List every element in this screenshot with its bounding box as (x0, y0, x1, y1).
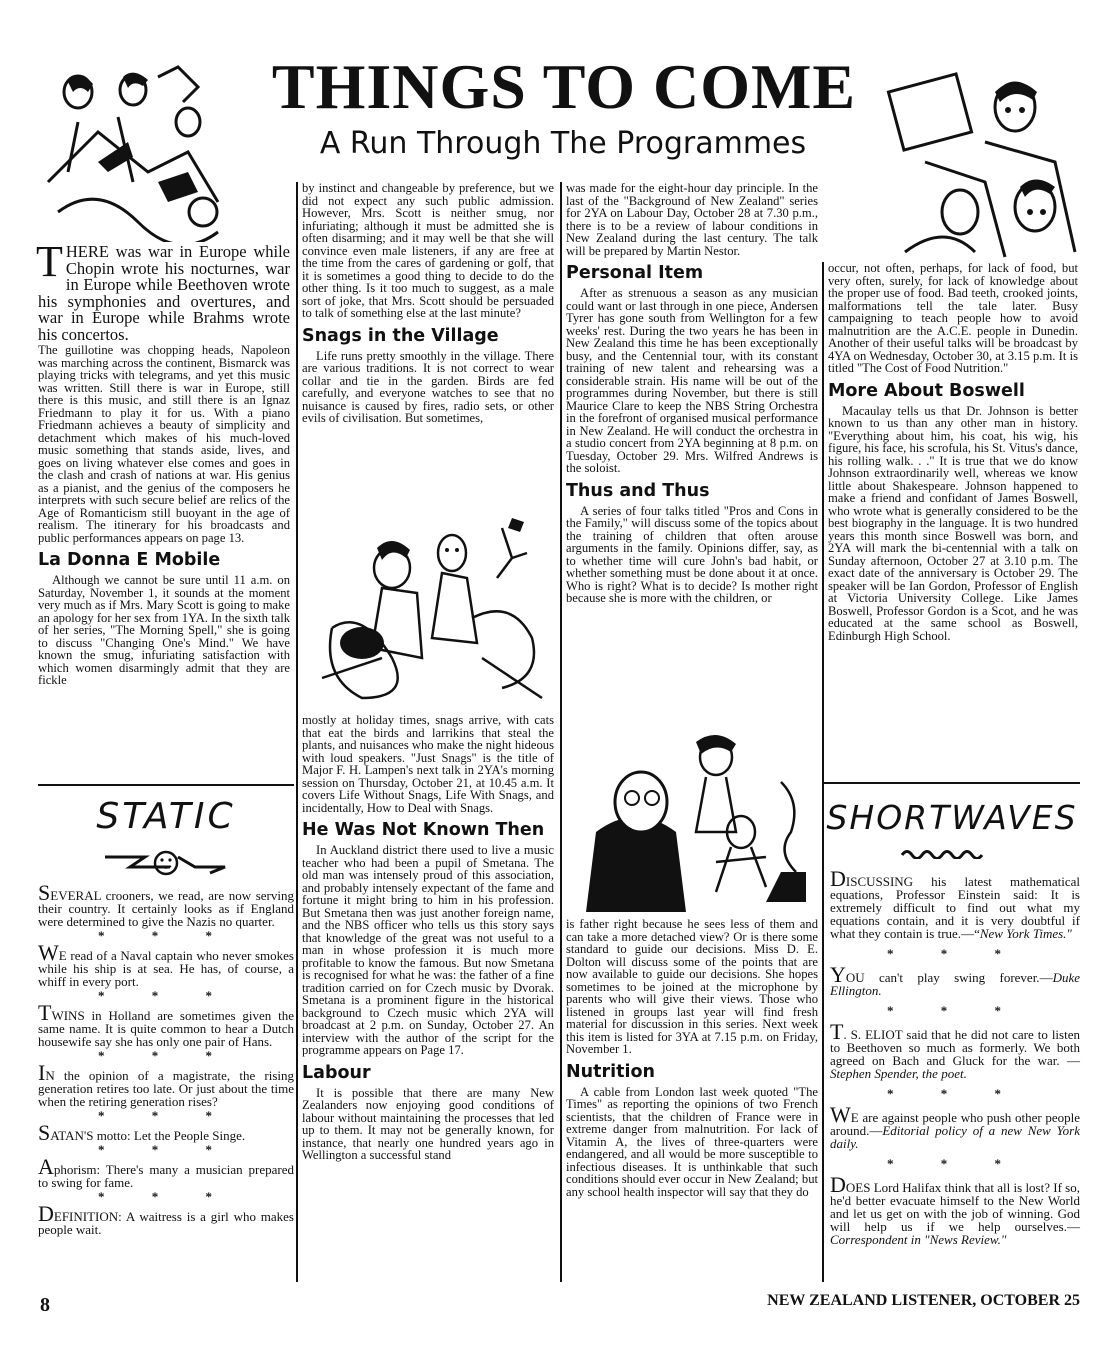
static-item: IN the opinion of a magistrate, the rising generation retires too late. Or just about the time when the retiring generation rises? (38, 1060, 294, 1109)
shortwaves-ornament (900, 846, 990, 858)
heading-more-about-boswell: More About Boswell (828, 380, 1025, 401)
heading-labour: Labour (302, 1062, 371, 1083)
radio-listeners-illustration (885, 62, 1080, 262)
shortwaves-item: DOES Lord Halifax think that all is lost? If so, he'd better evacuate himself to the New World and let us get on with the job of winning. God will help us if we help ourselves.—Correspondent in "News Review." (830, 1172, 1080, 1247)
static-item: SEVERAL crooners, we read, are now serving their country. It certainly looks as if England were determined to give the Nazis no quarter. (38, 880, 294, 929)
lightning-face-icon (100, 843, 230, 879)
separator-stars: * * * (98, 1142, 234, 1157)
page-title: THINGS TO COME (271, 51, 857, 122)
column-4 (828, 262, 1078, 642)
intro-body: The guillotine was chopping heads, Napoleon was marching across the continent, Bismarck was playing tricks with telegrams, and yet this music was written. Still there is war in Europe, still there is this music, and still there is an Ignaz Friedmann to play it for us. With a piano Friedmann achieves a beauty of simplicity and detachment which makes of his much-loved music something that stands aside, lives, and goes on living whatever else comes and goes in the clash and crash of nations at war. His genius as a pianist, and the genius of the composers he interprets with such secure belief are relics of the Age of Romanticism still buoyant in the age of realism. The itinerary for his broadcasts and public performances appears on page 13. (38, 343, 290, 545)
separator-stars: * * * (98, 1048, 234, 1063)
heading-thus-and-thus: Thus and Thus (566, 480, 710, 501)
static-item: WE read of a Naval captain who never smokes while his ship is at sea. He has, of course, a whiff in every port. (38, 940, 294, 989)
column-2 (302, 182, 554, 425)
static-item: Aphorism: There's many a musician prepared to swing for fame. (38, 1154, 294, 1190)
separator-stars: * * * (887, 946, 1023, 961)
intro-paragraph (36, 237, 290, 344)
separator-stars: * * * (98, 1189, 234, 1204)
page-number: 8 (40, 1294, 50, 1316)
static-item: SATAN'S motto: Let the People Singe. (38, 1120, 246, 1145)
family-cartoon (566, 722, 818, 912)
shortwaves-title: SHORTWAVES (826, 798, 1078, 837)
labour-body: It is possible that there are many New Zealanders now enjoying good conditions of labour without maintaining the processes that led up to them. It may not be generally known, for instance, that nearly one hundred years ago in Wellington a successful stand (302, 1085, 554, 1162)
header-illustration-left (38, 62, 228, 242)
separator-stars: * * * (887, 1086, 1023, 1101)
heading-la-donna-e-mobile: La Donna E Mobile (38, 550, 221, 570)
column-2-lower (302, 714, 554, 1162)
separator-stars: * * * (887, 1003, 1023, 1018)
village-snags-cartoon (302, 508, 554, 708)
shortwaves-item: DISCUSSING his latest mathematical equations, Professor Einstein said: It is extremely difficult to find out what my equations contain, and it is very doubtful if what they contain is true.—“New York Times." (830, 866, 1080, 941)
la-donna-body: Although we cannot be sure until 11 a.m. on Saturday, November 1, it sounds at the moment very much as if Mrs. Mary Scott is going to make an apology for her sex from 1YA. In the sixth talk of her series, "The Morning Spell," she is going to discuss "Changing One's Mind." We have known the smug, infuriating satisfaction with which women disarmingly admit that they are fickle (38, 573, 290, 687)
boswell-body: Macaulay tells us that Dr. Johnson is better known to us than any other man in history. "Everything about him, his coat, his wig, his figure, his face, his scrofula, his St. Vitus's dance, his rolling walk. . ." It is true that we do know Johnson extraordinarily well, whereas we know little about Shakespeare. Johnson happened to make a friend and confidant of James Boswell, who wrote what is generally considered to be the best biography in the language. It is two hundred years this month since Boswell was born, and 2YA will mark the bi-centennial with a talk on Sunday afternoon, October 27 at 3.10 p.m. The exact date of the anniversary is October 29. The speaker will be Ian Gordon, Professor of English at Victoria University College. Like James Boswell, Professor Gordon is a Scot, and he was educated at the same school as Boswell, Edinburgh High School. (828, 403, 1078, 643)
snags-body: Life runs pretty smoothly in the village. There are various traditions. It is not correct to wear collar and tie in the garden. Birds are fed carefully, and everyone watches to see that no nuisance is caused by fires, radio sets, or other evils of civilisation. But sometimes, (302, 348, 554, 425)
header-illustration-right (885, 62, 1080, 262)
nutrition-body: A cable from London last week quoted "The Times" as reporting the opinions of two French scientists, that the children of France were in extreme danger from malnutrition. For lack of Vitamin A, the lives of three-quarters were endangered, and all would be more susceptible to infectious diseases. It is unthinkable that such conditions should ever occur in New Zealand; but any school health inspector will say that they do (566, 1084, 818, 1199)
publication-footer: NEW ZEALAND LISTENER, OCTOBER 25 (767, 1292, 1080, 1309)
heading-nutrition: Nutrition (566, 1061, 655, 1082)
static-title: STATIC (96, 796, 236, 837)
column-3 (566, 182, 818, 605)
thus-and-thus-body: A series of four talks titled "Pros and Cons in the Family," will discuss some of the topics about the training of children that often arouse arguments in the family. Opinions differ, say, as to whether time will cure John's bad habit, or whether something must be done about it at once. Who is right? What is to decide? Is mother right because she is more with the children, or (566, 503, 818, 605)
band-musicians-illustration (38, 62, 228, 242)
smetana-body: In Auckland district there used to live a music teacher who had been a pupil of Smetana. The old man was intensely proud of this association, and probably intensely expectant of the fame and fortune it might bring to him in his profession. But Smetana then was just another foreign name, and the NBS officer who tells us this story says that knowledge of the great was not useful to a man in whose profession it is much more profitable to know the famous. But now Smetana is recognised for what he was: the father of a fine tradition carried on for Czech music by Dvorak. Smetana is a prominent figure in the historical background to Czech music which 2YA will broadcast at 2 p.m. on Sunday, October 27. An interview with the author of the script for the programme appears on Page 17. (302, 843, 554, 1057)
separator-stars: * * * (887, 1156, 1023, 1171)
intro-dropcap: T (36, 237, 63, 286)
static-item: TWINS in Holland are sometimes given the same name. It is quite common to hear a Dutch housewife say she has only one pair of Hans. (38, 1000, 294, 1049)
page-subtitle: A Run Through The Programmes (319, 126, 807, 161)
static-ornament (100, 843, 230, 879)
column-1 (36, 237, 290, 687)
heading-he-was-not-known-then: He Was Not Known Then (302, 820, 545, 840)
column-rule (296, 182, 298, 1282)
family-argument-cartoon (566, 722, 818, 912)
separator-stars: * * * (98, 928, 234, 943)
shortwaves-box-top-rule (822, 782, 1080, 784)
snags-body-continued: mostly at holiday times, snags arrive, with cats that eat the birds and larrikins that steal the plants, and nuisances who make the night hideous with loud speakers. "Just Snags" is the title of Major F. H. Lampen's next talk in 2YA's morning session on Thursday, October 21, at 10.45 a.m. It covers Life Without Snags, Life With Snags, and incidentally, How to Deal with Snags. (302, 713, 554, 815)
shortwaves-item: T. S. ELIOT said that he did not care to listen to Beethoven so much as formerly. We both agreed on Bach and Gluck for the war. — Stephen Spender, the poet. (830, 1019, 1081, 1081)
heading-personal-item: Personal Item (566, 263, 704, 283)
intro-text: HERE was war in Europe while Chopin wrote his nocturnes, war in Europe while Beethoven wrote his symphonies and overtures, and war in Europe while Brahms wrote his concertos. (38, 242, 290, 344)
static-item: DEFINITION: A waitress is a girl who makes people wait. (38, 1201, 294, 1237)
snags-cartoon (302, 508, 554, 708)
col3-top-text: was made for the eight-hour day principle. In the last of the "Background of New Zealand" series for 2YA on Labour Day, October 28 at 7.30 p.m., there is to be a review of labour conditions in New Zealand during the last century. The talk will be prepared by Martin Nestor. (566, 181, 818, 258)
shortwaves-item: WE are against people who push other people around.—Editorial policy of a new New York daily. (830, 1102, 1080, 1151)
static-box-top-rule (38, 784, 294, 786)
shortwaves-item: YOU can't play swing forever.—Duke Ellington. (830, 962, 1080, 998)
separator-stars: * * * (98, 988, 234, 1003)
static-items (38, 880, 294, 1237)
shortwaves-items (830, 866, 1081, 1247)
column-rule (822, 262, 824, 1282)
column-3-lower (566, 918, 818, 1198)
col4-top-text: occur, not often, perhaps, for lack of food, but very often, surely, for lack of knowledge about the proper use of food. Bad teeth, crooked joints, malformations tell the tale later. Busy campaigning to teach people how to avoid malnutrition are the A.C.E. people in Dunedin. Another of their useful talks will be broadcast by 4YA on Wednesday, October 30, at 3.15 p.m. It is titled "The Cost of Food Nutrition." (828, 261, 1078, 375)
wave-icon (900, 847, 990, 859)
col2-top-text: by instinct and changeable by preference, but we did not expect any such public admission. However, Mrs. Scott is neither smug, nor infuriating; although it must be admitted she is often disarming; and it may well be that she will convince even male listeners, if any are free at the time from the cares of gardening or golf, that it is sometimes a good thing to decide to do the other thing. Is it too much to suggest, as a male sort of joke, that Mrs. Scott should be persuaded to talk of something else at the last minute? (302, 181, 554, 320)
personal-item-body: After as strenuous a season as any musician could want or last through in one piece, Andersen Tyrer has gone south from Wellington for a few weeks' rest. During the two years he has been in New Zealand this time he has been exceptionally busy, and the Centennial tour, with its constant training of new talent and rehearsing was a considerable strain. His name will be out of the programmes during November, but there is still Maurice Clare to keep the NBS String Orchestra in the forefront of organised musical performance in New Zealand. He will conduct the orchestra in a studio concert from 2YA beginning at 8 p.m. on Tuesday, October 29. Mrs. Wilfred Andrews is the soloist. (566, 286, 818, 475)
thus-and-thus-body-continued: is father right because he sees less of them and can take a more detached view? Or is there some standard to guide our decisions. Miss D. E. Dolton will discuss some of the points that are now available to guide our decisions. She hopes sometimes to be joined at the microphone by parents who will give their views. Those who listened in groups last year will find fresh material for discussion in this series. Next week this item is listed for 3YA at 7.15 p.m. on Friday, November 1. (566, 917, 818, 1056)
column-rule (560, 182, 562, 1282)
separator-stars: * * * (98, 1108, 234, 1123)
heading-snags-in-the-village: Snags in the Village (302, 325, 499, 346)
